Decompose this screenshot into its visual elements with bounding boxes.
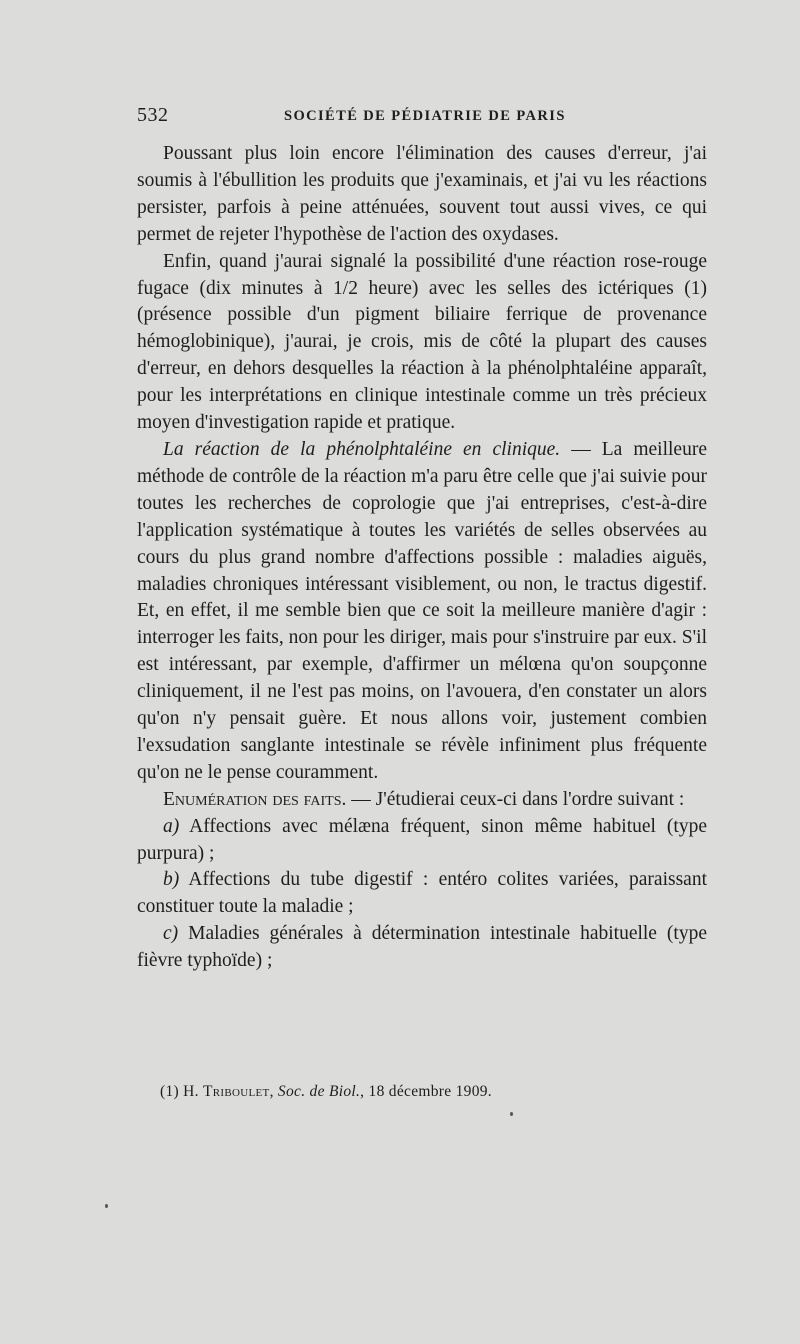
footnote [160, 1083, 720, 1101]
footnote-journal: Soc. de Biol. [277, 1083, 361, 1100]
page-number: 532 [137, 104, 169, 126]
paragraph-2: Enfin, quand j'aurai signalé la possibilité d'une réaction rose-rouge fugace (dix minutes à 1/2 heure) avec les selles des ictériques (1) (présence possible d'un pigment biliaire ferrique de provenance hémoglobinique), j'aurai, je crois, mis de côté la plupart des causes d'erreur, en dehors desquelles la réaction à la phénolphtaléine apparaît, pour les interprétations en clinique intestinale comme un très précieux moyen d'investigation rapide et pratique. [137, 250, 707, 434]
section-heading-clinical: La réaction de la phénolphtaléine en clinique. [163, 438, 561, 460]
footnote-date: , 18 décembre 1909. [360, 1083, 492, 1100]
list-item-text: Maladies générales à détermination intestinale habituelle (type fièvre typhoïde) ; [137, 923, 707, 972]
list-marker: c) [163, 923, 179, 945]
paragraph-1: Poussant plus loin encore l'élimination des causes d'erreur, j'ai soumis à l'ébullition les produits que j'examinais, et j'ai vu les réactions persister, parfois à peine atténuées, souvent tout aussi vives, ce qui permet de rejeter l'hypothèse de l'action des oxydases. [137, 143, 707, 245]
section-heading-enumeration: Enumération des faits. [163, 788, 347, 810]
page-header [137, 104, 707, 134]
list-marker: b) [163, 869, 180, 891]
list-item-text: Affections avec mélæna fréquent, sinon même habituel (type purpura) ; [137, 815, 707, 864]
footnote-separator: , [269, 1083, 278, 1100]
list-item-c [137, 921, 707, 975]
running-title: SOCIÉTÉ DE PÉDIATRIE DE PARIS [284, 108, 566, 124]
footnote-author: Triboulet [203, 1083, 270, 1100]
paragraph-3 [137, 437, 707, 787]
paper-speck [105, 1204, 108, 1208]
body-text [137, 141, 707, 975]
list-item-a [137, 814, 707, 868]
paragraph-4-text: — J'étudierai ceux-ci dans l'ordre suivant : [346, 788, 685, 810]
paper-speck [510, 1112, 513, 1116]
paragraph-4 [137, 787, 707, 814]
list-item-b [137, 867, 707, 921]
list-marker: a) [163, 815, 180, 837]
paragraph-3-text: — La meilleure méthode de contrôle de la réaction m'a paru être celle que j'ai suivie pour toutes les recherches de coprologie que j'ai entreprises, c'est-à-dire l'application systématique à toutes les variétés de selles observées au cours du plus grand nombre d'affections possible : maladies aiguës, maladies chroniques intéressant visiblement, ou non, le tractus digestif. Et, en effet, il me semble bien que ce soit la meilleure manière d'agir : interroger les faits, non pour les diriger, mais pour s'instruire par eux. S'il est intéressant, par exemple, d'affirmer un mélœna qu'on soupçonne cliniquement, il ne l'est pas moins, on l'avouera, d'en constater un alors qu'on n'y pensait guère. Et nous allons voir, justement combien l'exsudation sanglante intestinale se révèle infiniment plus fréquente qu'on ne le pense couramment. [137, 438, 707, 783]
footnote-number: (1) H. [160, 1083, 203, 1100]
list-item-text: Affections du tube digestif : entéro colites variées, paraissant constituer toute la maladie ; [137, 869, 707, 918]
